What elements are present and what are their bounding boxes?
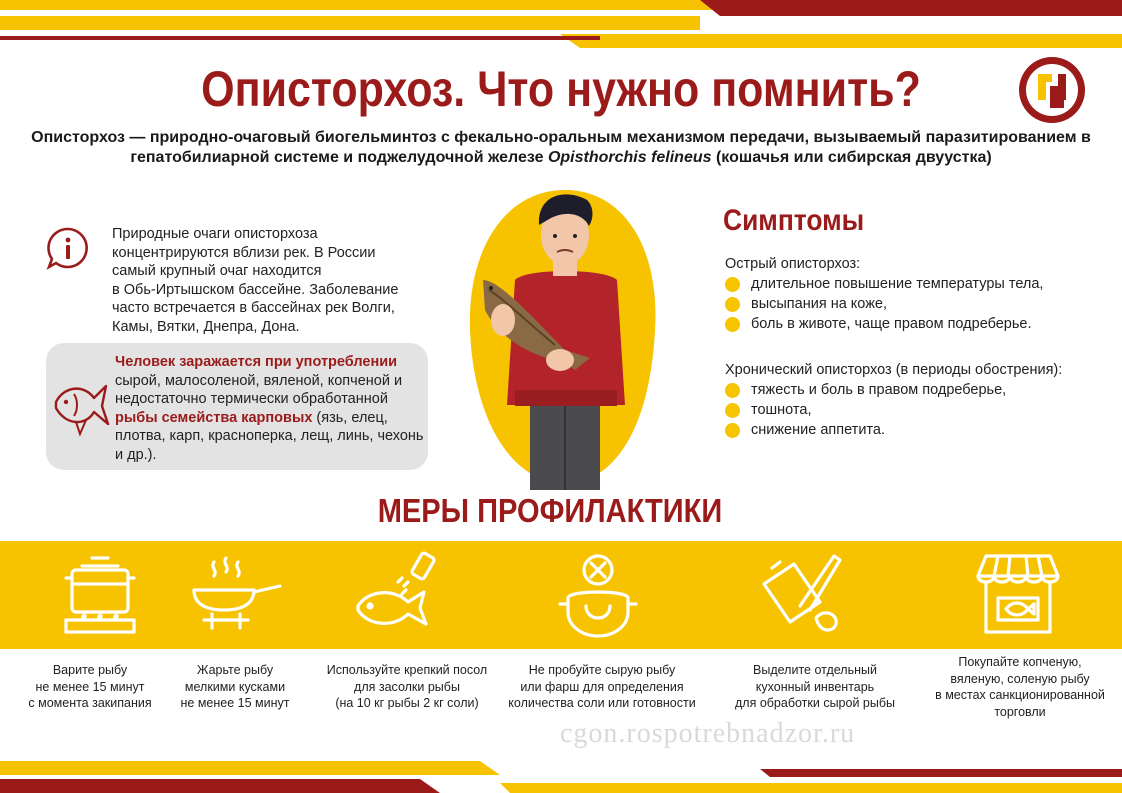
prevention-label-line: или фарш для определения	[520, 679, 684, 694]
page-title: Описторхоз. Что нужно помнить?	[201, 61, 921, 117]
watermark: cgon.rospotrebnadzor.ru	[560, 718, 856, 749]
no-tasting-icon	[550, 548, 646, 640]
prevention-label-line: Покупайте копченую,	[958, 655, 1082, 669]
symptom-item: длительное повышение температуры тела,	[725, 274, 1105, 294]
definition-main: Описторхоз — природно-очаговый биогельминтоз с фекально-оральным механизмом передачи, вызываемый паразитированием в гепатобилиарной системе и поджелудочной железе	[31, 129, 1091, 166]
info-line: Природные очаги описторхоза	[112, 226, 318, 242]
info-icon	[46, 226, 90, 270]
chronic-symptoms	[725, 360, 1105, 440]
prevention-label-line: кухонный инвентарь	[755, 679, 875, 694]
prevention-label-line: Не пробуйте сырую рыбу	[528, 663, 676, 677]
prevention-label-line: не менее 15 минут	[35, 679, 145, 694]
prevention-label-line: Варите рыбу	[52, 663, 128, 677]
prevention-label-fry	[140, 662, 330, 712]
person-holding-fish-illustration	[455, 180, 675, 490]
prevention-heading: МЕРЫ ПРОФИЛАКТИКИ	[377, 492, 723, 529]
prevention-label-no-tasting	[492, 662, 712, 712]
definition-latin-name: Opisthorchis felineus	[547, 149, 712, 166]
prevention-label-separate-tools	[715, 662, 915, 712]
symptom-item: тяжесть и боль в правом подреберье,	[725, 380, 1105, 400]
infection-highlight: Человек заражается при употреблении	[115, 354, 398, 370]
definition-text	[30, 128, 1092, 168]
prevention-label-line: торговли	[994, 704, 1046, 719]
prevention-label-line: мелкими кусками	[184, 679, 286, 694]
prevention-label-line: в местах санкционированной	[935, 688, 1105, 702]
prevention-label-line: с момента закипания	[28, 696, 152, 710]
infection-fish-list: (язь, елец, плотва, карп, красноперка, лещ, линь, чехонь и др.).	[115, 409, 424, 463]
pot-on-stove-icon	[52, 548, 148, 640]
definition-suffix: (кошачья или сибирская двуустка)	[711, 149, 992, 166]
salting-fish-icon	[350, 548, 446, 640]
acute-heading: Острый описторхоз:	[725, 256, 861, 272]
prevention-label-line: количества соли или готовности	[508, 696, 696, 710]
prevention-label-line: Используйте крепкий посол	[326, 663, 488, 677]
prevention-label-salt	[307, 662, 507, 712]
prevention-label-line: для обработки сырой рыбы	[734, 696, 895, 710]
infection-text	[115, 353, 425, 465]
prevention-label-line: (на 10 кг рыбы 2 кг соли)	[335, 696, 479, 710]
cutting-board-knife-icon	[750, 548, 846, 640]
prevention-label-line: Выделите отдельный	[753, 663, 877, 677]
symptom-item: тошнота,	[725, 400, 1105, 420]
prevention-label-buy-authorized	[920, 654, 1120, 720]
bottom-decorative-stripes	[0, 753, 1122, 793]
symptom-item: высыпания на коже,	[725, 294, 1105, 314]
market-stall-icon	[970, 548, 1066, 640]
info-line: в Обь-Иртышском бассейне. Заболевание	[112, 281, 399, 298]
top-decorative-stripes	[0, 0, 1122, 48]
natural-foci-text	[112, 225, 412, 336]
chronic-heading: Хронический описторхоз (в периоды обострения):	[725, 362, 1063, 378]
symptoms-heading: Симптомы	[723, 204, 865, 237]
symptom-item: боль в животе, чаще правом подреберье.	[725, 314, 1105, 334]
acute-symptoms	[725, 254, 1105, 334]
prevention-label-line: Жарьте рыбу	[196, 663, 274, 677]
infection-highlight-fish: рыбы семейства карповых	[115, 409, 313, 426]
info-line: самый крупный очаг находится	[112, 263, 322, 279]
prevention-label-line: не менее 15 минут	[180, 696, 290, 710]
info-line: Камы, Вятки, Днепра, Дона.	[112, 318, 300, 335]
infection-body: сырой, малосоленой, вяленой, копченой и недостаточно термически обработанной	[115, 372, 403, 408]
prevention-label-line: вяленую, соленую рыбу	[950, 671, 1090, 686]
info-line: часто встречается в бассейнах рек Волги,	[112, 300, 395, 316]
info-line: концентрируются вблизи рек. В России	[112, 244, 376, 261]
fish-icon	[50, 372, 110, 442]
frying-pan-icon	[188, 548, 284, 640]
symptom-item: снижение аппетита.	[725, 420, 1105, 440]
prevention-label-line: для засолки рыбы	[354, 679, 460, 694]
